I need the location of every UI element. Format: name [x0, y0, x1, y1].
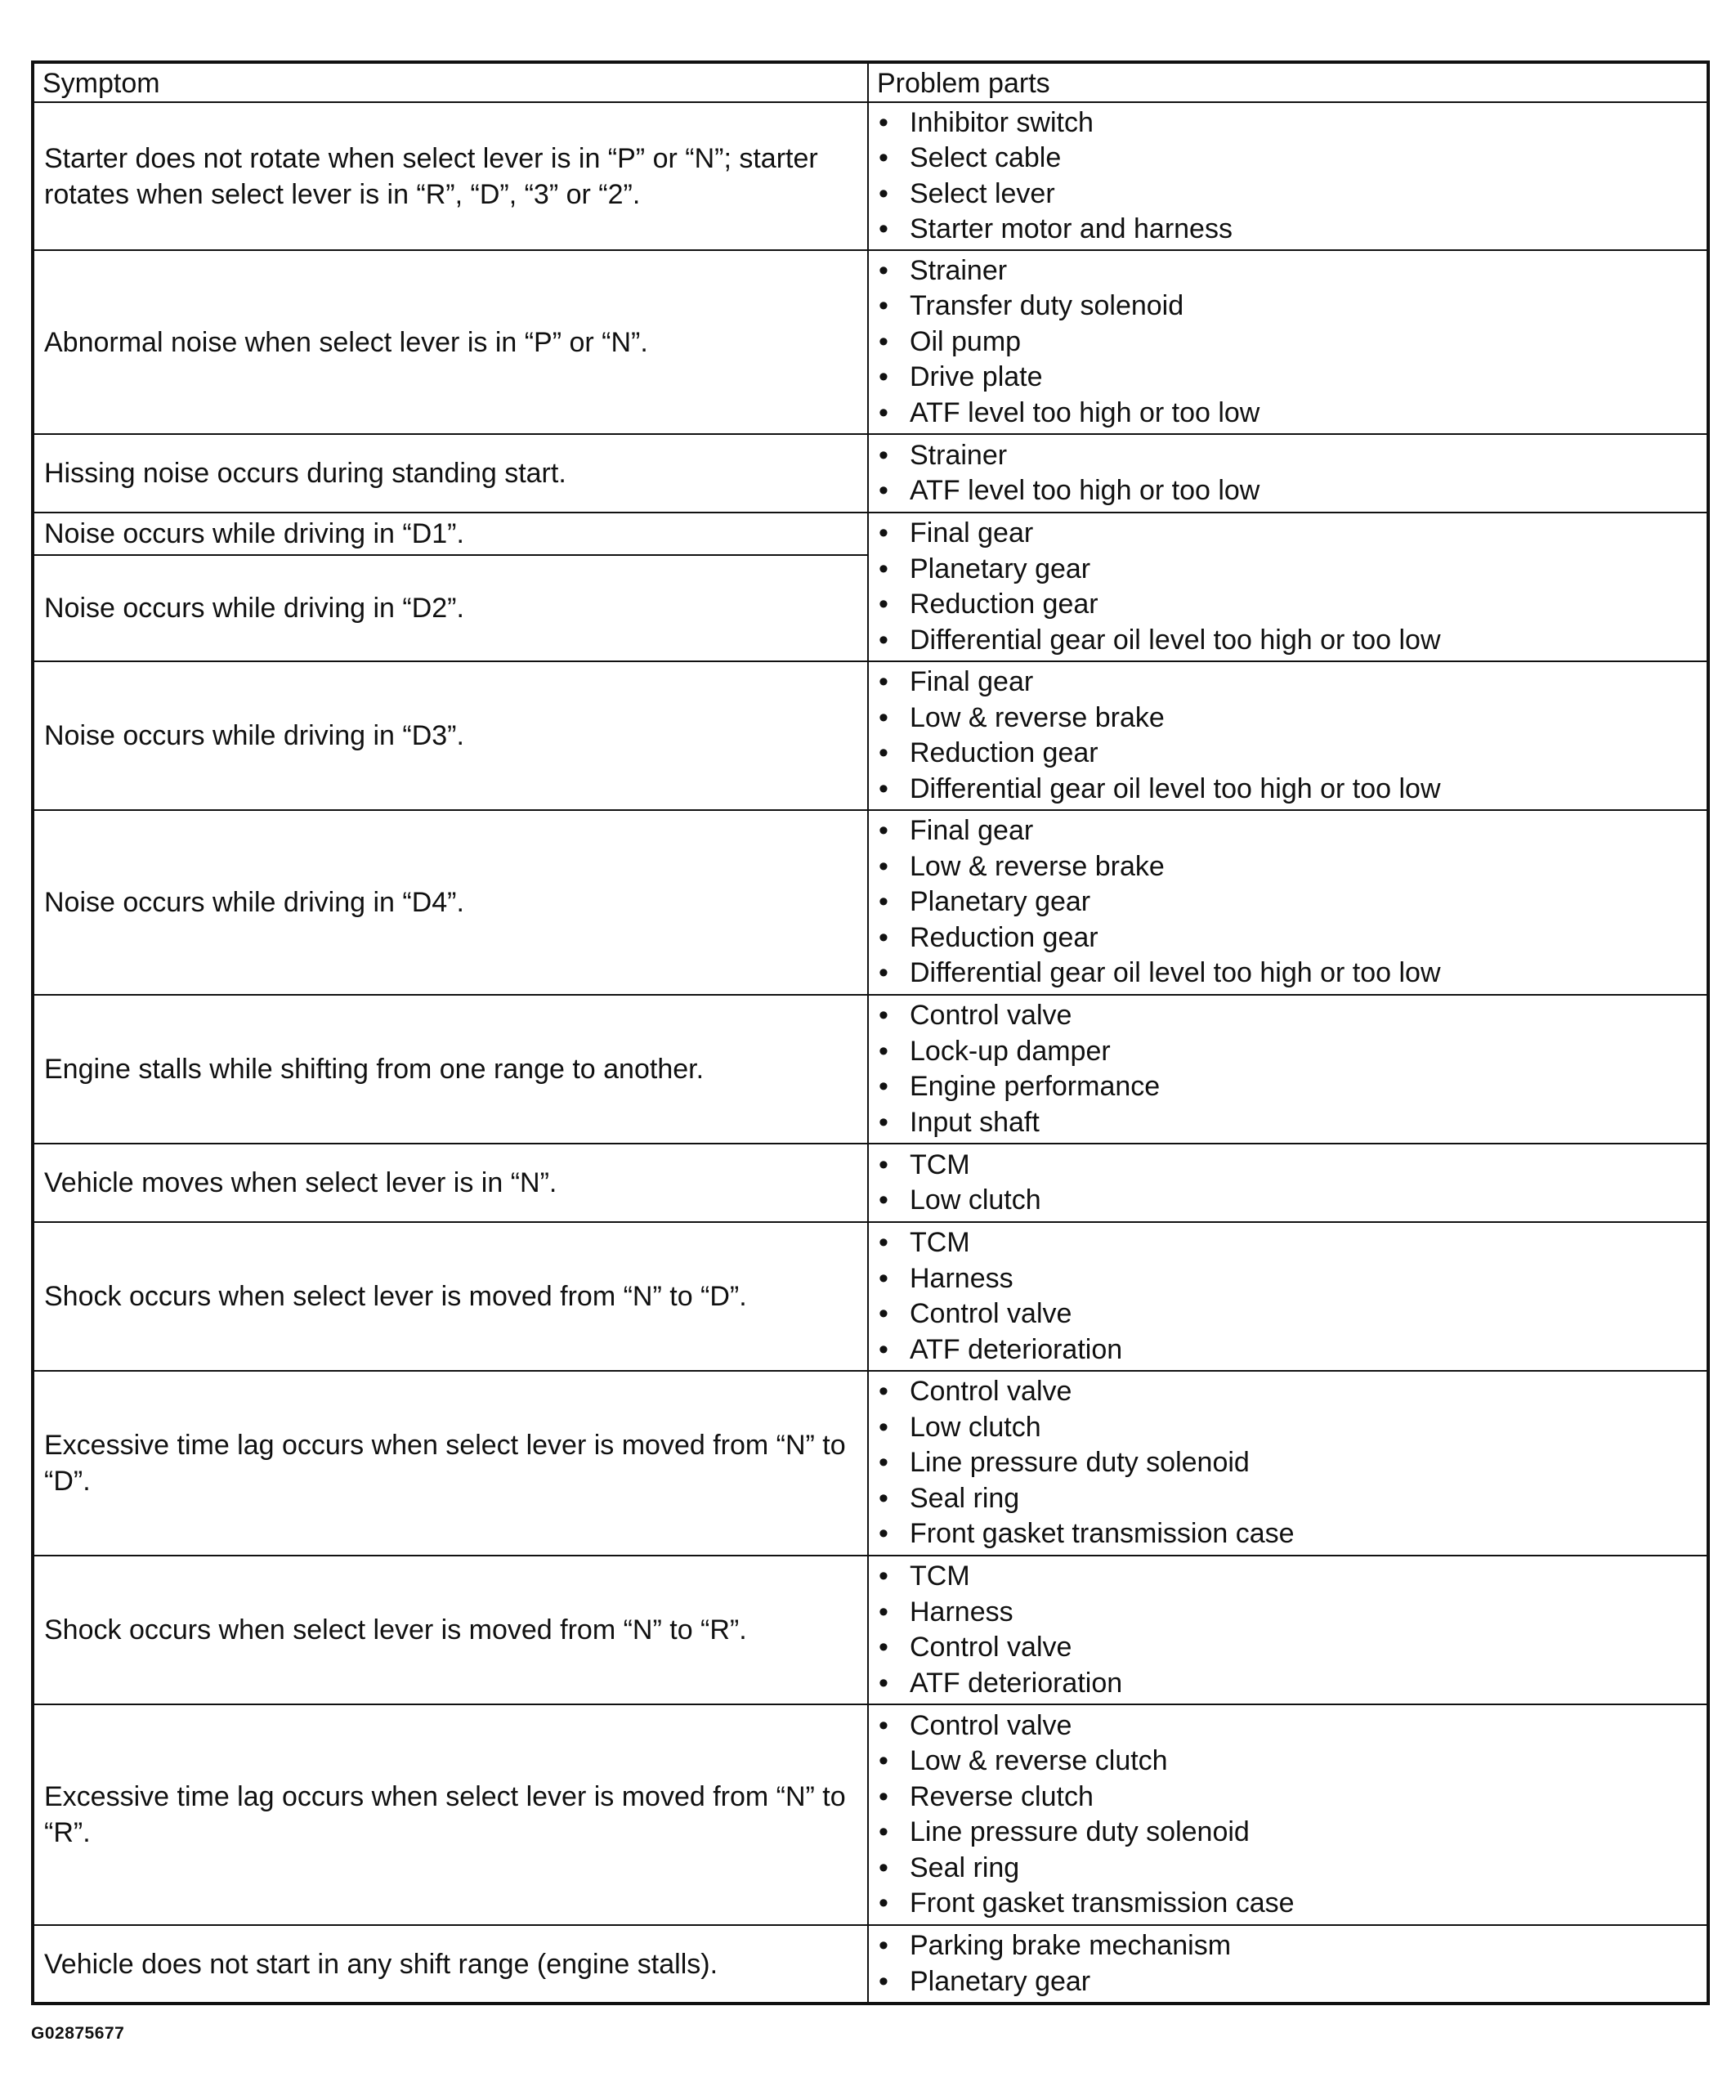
- part-item: [879, 552, 1707, 588]
- part-label: Front gasket transmission case: [910, 1887, 1295, 1919]
- bullet-icon: •: [879, 1184, 888, 1216]
- part-item: [879, 325, 1707, 360]
- parts-cell: [868, 995, 1708, 1144]
- part-item: [879, 1148, 1707, 1184]
- part-label: Line pressure duty solenoid: [910, 1816, 1250, 1847]
- bullet-icon: •: [879, 1632, 888, 1663]
- part-label: Control valve: [910, 1709, 1072, 1741]
- part-item: [879, 1928, 1707, 1964]
- table-row: [33, 1925, 1708, 2004]
- bullet-icon: •: [879, 737, 888, 768]
- part-label: Strainer: [910, 439, 1008, 471]
- part-item: [879, 438, 1707, 474]
- bullet-icon: •: [879, 1071, 888, 1102]
- bullet-icon: •: [879, 1149, 888, 1180]
- bullet-icon: •: [879, 1227, 888, 1258]
- bullet-icon: •: [879, 1816, 888, 1847]
- part-label: Drive plate: [910, 361, 1043, 393]
- part-label: Reduction gear: [910, 589, 1098, 620]
- part-label: Control valve: [910, 1000, 1072, 1031]
- part-label: TCM: [910, 1227, 970, 1258]
- part-item: [879, 1481, 1707, 1517]
- part-item: [879, 1780, 1707, 1816]
- parts-cell: [868, 102, 1708, 250]
- bullet-icon: •: [879, 886, 888, 918]
- bullet-icon: •: [879, 1887, 888, 1919]
- part-item: [879, 1225, 1707, 1261]
- table-row: [33, 1144, 1708, 1222]
- parts-list: [869, 514, 1707, 660]
- part-item: [879, 1964, 1707, 2000]
- part-item: [879, 1374, 1707, 1410]
- table-header-row: [33, 62, 1708, 102]
- part-label: Input shaft: [910, 1106, 1040, 1138]
- part-item: [879, 587, 1707, 623]
- part-label: Oil pump: [910, 325, 1022, 357]
- bullet-icon: •: [879, 177, 888, 209]
- part-item: [879, 141, 1707, 177]
- symptom-cell: Noise occurs while driving in “D2”.: [33, 555, 868, 661]
- bullet-icon: •: [879, 106, 888, 138]
- part-item: [879, 1815, 1707, 1851]
- symptom-cell: Abnormal noise when select lever is in “P” or “N”.: [33, 250, 868, 434]
- symptom-cell: Starter does not rotate when select lever is in “P” or “N”; starter rotates when select lever is in “R”, “D”, “3” or “2”.: [33, 102, 868, 250]
- bullet-icon: •: [879, 439, 888, 471]
- part-label: Harness: [910, 1262, 1013, 1294]
- bullet-icon: •: [879, 553, 888, 584]
- bullet-icon: •: [879, 325, 888, 357]
- symptom-cell: Excessive time lag occurs when select lever is moved from “N” to “R”.: [33, 1704, 868, 1925]
- part-label: TCM: [910, 1560, 970, 1592]
- table-row: [33, 434, 1708, 513]
- bullet-icon: •: [879, 921, 888, 953]
- parts-list: [869, 437, 1707, 511]
- bullet-icon: •: [879, 396, 888, 428]
- part-item: [879, 1630, 1707, 1666]
- table-row: [33, 661, 1708, 810]
- table-row: [33, 1556, 1708, 1704]
- part-label: Reverse clutch: [910, 1780, 1094, 1812]
- part-label: Control valve: [910, 1632, 1072, 1663]
- parts-list: [869, 104, 1707, 249]
- bullet-icon: •: [879, 290, 888, 322]
- part-item: [879, 623, 1707, 659]
- part-item: [879, 1261, 1707, 1297]
- parts-cell: [868, 1222, 1708, 1371]
- part-item: [879, 1886, 1707, 1922]
- parts-list: [869, 1224, 1707, 1369]
- troubleshooting-table: [31, 60, 1710, 2005]
- part-item: [879, 1183, 1707, 1219]
- part-label: Final gear: [910, 517, 1034, 549]
- table-row: [33, 995, 1708, 1144]
- bullet-icon: •: [879, 475, 888, 506]
- table-row: [33, 1371, 1708, 1556]
- bullet-icon: •: [879, 589, 888, 620]
- part-item: [879, 212, 1707, 248]
- part-item: [879, 813, 1707, 849]
- bullet-icon: •: [879, 772, 888, 804]
- part-label: TCM: [910, 1149, 970, 1180]
- part-item: [879, 736, 1707, 772]
- part-item: [879, 998, 1707, 1034]
- part-label: Final gear: [910, 666, 1034, 697]
- part-item: [879, 289, 1707, 325]
- symptom-cell: Noise occurs while driving in “D4”.: [33, 810, 868, 995]
- part-label: Strainer: [910, 254, 1008, 286]
- part-label: Control valve: [910, 1298, 1072, 1329]
- part-label: Differential gear oil level too high or too low: [910, 624, 1441, 656]
- bullet-icon: •: [879, 1780, 888, 1812]
- parts-list: [869, 1557, 1707, 1703]
- bullet-icon: •: [879, 1106, 888, 1138]
- part-label: Reduction gear: [910, 737, 1098, 768]
- part-label: Seal ring: [910, 1851, 1020, 1883]
- part-item: [879, 1105, 1707, 1141]
- part-item: [879, 1516, 1707, 1552]
- part-label: Inhibitor switch: [910, 106, 1094, 138]
- bullet-icon: •: [879, 1709, 888, 1741]
- part-label: Starter motor and harness: [910, 213, 1233, 244]
- bullet-icon: •: [879, 1851, 888, 1883]
- table-row: [33, 1704, 1708, 1925]
- bullet-icon: •: [879, 1560, 888, 1592]
- part-item: [879, 1708, 1707, 1744]
- bullet-icon: •: [879, 1930, 888, 1961]
- parts-cell: [868, 1925, 1708, 2004]
- symptom-cell: Vehicle moves when select lever is in “N”.: [33, 1144, 868, 1222]
- part-item: [879, 253, 1707, 289]
- bullet-icon: •: [879, 624, 888, 656]
- parts-list: [869, 1927, 1707, 2001]
- table-row: [33, 513, 1708, 555]
- parts-list: [869, 1707, 1707, 1923]
- bullet-icon: •: [879, 666, 888, 697]
- parts-list: [869, 996, 1707, 1142]
- bullet-icon: •: [879, 1035, 888, 1067]
- part-label: Seal ring: [910, 1482, 1020, 1514]
- bullet-icon: •: [879, 1262, 888, 1294]
- part-item: [879, 884, 1707, 920]
- part-item: [879, 956, 1707, 992]
- part-item: [879, 360, 1707, 396]
- part-label: Planetary gear: [910, 1965, 1091, 1997]
- part-item: [879, 1296, 1707, 1332]
- figure-id: G02875677: [31, 2024, 125, 2043]
- part-label: Select cable: [910, 142, 1062, 173]
- part-label: Planetary gear: [910, 886, 1091, 918]
- part-label: Control valve: [910, 1376, 1072, 1408]
- part-item: [879, 396, 1707, 432]
- part-item: [879, 1595, 1707, 1631]
- parts-list: [869, 1372, 1707, 1554]
- bullet-icon: •: [879, 254, 888, 286]
- part-item: [879, 1744, 1707, 1780]
- symptom-cell: Shock occurs when select lever is moved from “N” to “D”.: [33, 1222, 868, 1371]
- table-row: [33, 102, 1708, 250]
- symptom-cell: Noise occurs while driving in “D3”.: [33, 661, 868, 810]
- symptom-cell: Engine stalls while shifting from one range to another.: [33, 995, 868, 1144]
- parts-cell: [868, 1371, 1708, 1556]
- bullet-icon: •: [879, 213, 888, 244]
- bullet-icon: •: [879, 1482, 888, 1514]
- bullet-icon: •: [879, 1745, 888, 1776]
- part-label: Select lever: [910, 177, 1055, 209]
- bullet-icon: •: [879, 1376, 888, 1408]
- table-row: [33, 810, 1708, 995]
- parts-cell: [868, 1556, 1708, 1704]
- part-label: ATF deterioration: [910, 1667, 1123, 1699]
- parts-cell: [868, 1704, 1708, 1925]
- part-item: [879, 665, 1707, 701]
- part-label: Differential gear oil level too high or too low: [910, 772, 1441, 804]
- part-label: Planetary gear: [910, 553, 1091, 584]
- part-item: [879, 849, 1707, 885]
- symptom-header: Symptom: [33, 62, 868, 102]
- part-item: [879, 1410, 1707, 1446]
- table-row: [33, 250, 1708, 434]
- part-label: Lock-up damper: [910, 1035, 1111, 1067]
- bullet-icon: •: [879, 850, 888, 882]
- symptom-cell: Noise occurs while driving in “D1”.: [33, 513, 868, 555]
- part-label: ATF level too high or too low: [910, 475, 1260, 506]
- parts-cell: [868, 250, 1708, 434]
- part-item: [879, 1666, 1707, 1702]
- part-label: Low & reverse brake: [910, 701, 1165, 733]
- parts-cell: [868, 661, 1708, 810]
- part-label: Final gear: [910, 815, 1034, 847]
- bullet-icon: •: [879, 1411, 888, 1443]
- part-item: [879, 105, 1707, 141]
- part-label: Low clutch: [910, 1411, 1041, 1443]
- part-item: [879, 701, 1707, 737]
- parts-list: [869, 1146, 1707, 1220]
- bullet-icon: •: [879, 361, 888, 393]
- symptom-cell: Hissing noise occurs during standing start.: [33, 434, 868, 513]
- parts-cell: [868, 810, 1708, 995]
- bullet-icon: •: [879, 957, 888, 989]
- bullet-icon: •: [879, 701, 888, 733]
- bullet-icon: •: [879, 1667, 888, 1699]
- part-label: Reduction gear: [910, 921, 1098, 953]
- part-item: [879, 1559, 1707, 1595]
- part-label: ATF deterioration: [910, 1333, 1123, 1365]
- part-label: Engine performance: [910, 1071, 1161, 1102]
- symptom-cell: Vehicle does not start in any shift range (engine stalls).: [33, 1925, 868, 2004]
- part-item: [879, 177, 1707, 213]
- bullet-icon: •: [879, 517, 888, 549]
- parts-cell: [868, 434, 1708, 513]
- bullet-icon: •: [879, 1965, 888, 1997]
- part-item: [879, 1445, 1707, 1481]
- table-row: [33, 1222, 1708, 1371]
- part-item: [879, 1851, 1707, 1887]
- bullet-icon: •: [879, 1298, 888, 1329]
- bullet-icon: •: [879, 1596, 888, 1628]
- part-label: Front gasket transmission case: [910, 1518, 1295, 1550]
- part-label: Differential gear oil level too high or too low: [910, 957, 1441, 989]
- part-label: Parking brake mechanism: [910, 1930, 1232, 1961]
- part-item: [879, 516, 1707, 552]
- parts-list: [869, 663, 1707, 808]
- part-item: [879, 473, 1707, 509]
- part-item: [879, 920, 1707, 956]
- symptom-cell: Shock occurs when select lever is moved from “N” to “R”.: [33, 1556, 868, 1704]
- bullet-icon: •: [879, 1447, 888, 1479]
- part-label: Low & reverse clutch: [910, 1745, 1168, 1776]
- part-item: [879, 772, 1707, 808]
- part-label: Low & reverse brake: [910, 850, 1165, 882]
- part-label: Low clutch: [910, 1184, 1041, 1216]
- parts-list: [869, 812, 1707, 993]
- parts-cell: [868, 513, 1708, 661]
- part-label: ATF level too high or too low: [910, 396, 1260, 428]
- part-label: Harness: [910, 1596, 1013, 1628]
- parts-cell: [868, 1144, 1708, 1222]
- bullet-icon: •: [879, 1518, 888, 1550]
- bullet-icon: •: [879, 1000, 888, 1031]
- part-label: Transfer duty solenoid: [910, 290, 1184, 322]
- bullet-icon: •: [879, 815, 888, 847]
- bullet-icon: •: [879, 1333, 888, 1365]
- part-item: [879, 1069, 1707, 1105]
- parts-list: [869, 252, 1707, 433]
- symptom-cell: Excessive time lag occurs when select lever is moved from “N” to “D”.: [33, 1371, 868, 1556]
- part-item: [879, 1034, 1707, 1070]
- bullet-icon: •: [879, 142, 888, 173]
- part-label: Line pressure duty solenoid: [910, 1447, 1250, 1479]
- part-item: [879, 1332, 1707, 1368]
- problem-parts-header: Problem parts: [868, 62, 1708, 102]
